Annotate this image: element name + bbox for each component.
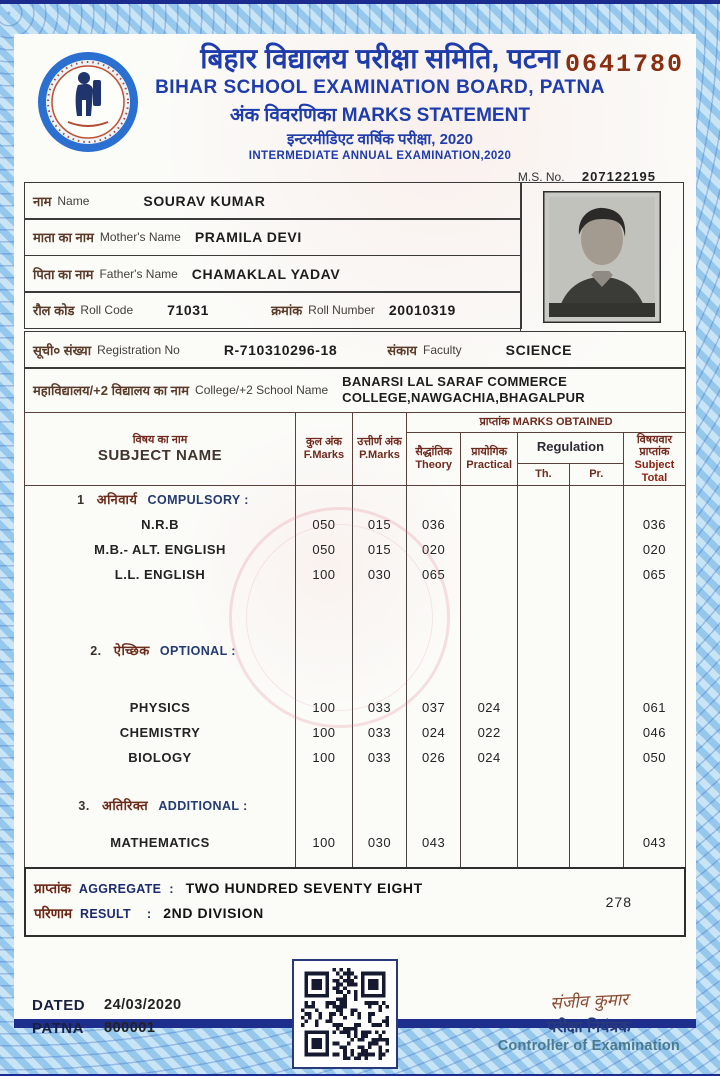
result-label: RESULT	[80, 907, 131, 922]
name-label-hindi: नाम	[33, 194, 52, 209]
photo-frame	[520, 182, 684, 332]
subject-row: N.R.B 050 015 036 036	[25, 512, 686, 537]
faculty-value: SCIENCE	[505, 341, 573, 358]
registration-label: Registration No	[97, 342, 180, 357]
subject-row: MATHEMATICS 100 030 043 043	[25, 830, 686, 855]
col-pass-marks: उत्तीर्ण अंक P.Marks	[352, 412, 406, 486]
faculty-label-hindi: संकाय	[387, 342, 417, 358]
col-full-marks: कुल अंक F.Marks	[296, 412, 353, 486]
roll-code-value: 71031	[167, 302, 210, 319]
subject-row: M.B.- ALT. ENGLISH 050 015 020 020	[25, 537, 686, 562]
subject-row: BIOLOGY 100 033 026 024 050	[25, 745, 686, 770]
subject-row: L.L. ENGLISH 100 030 065 065	[25, 562, 686, 587]
header	[24, 40, 686, 182]
board-seal-icon	[38, 52, 138, 157]
qr-code	[292, 959, 398, 1069]
result-label-hindi: परिणाम	[34, 906, 73, 922]
section-compulsory: 1 अनिवार्य COMPULSORY :	[25, 486, 686, 512]
document-title: अंक विवरणिका MARKS STATEMENT	[230, 104, 530, 126]
subject-row: CHEMISTRY 100 033 024 022 046	[25, 720, 686, 745]
exam-title-hindi: इन्टरमीडिएट वार्षिक परीक्षा, 2020	[287, 130, 473, 148]
exam-title-english: INTERMEDIATE ANNUAL EXAMINATION,2020	[248, 149, 512, 162]
father-name: CHAMAKLAL YADAV	[191, 265, 341, 282]
pin-value: 800001	[104, 1020, 156, 1037]
faculty-label: Faculty	[422, 342, 462, 357]
mother-label: Mother's Name	[99, 230, 181, 245]
mother-name-row	[24, 218, 522, 256]
college-row	[24, 367, 686, 413]
college-label-hindi: महाविद्यालय/+2 विद्यालय का नाम	[33, 383, 190, 399]
col-practical: प्रायोगिक Practical	[461, 432, 518, 486]
place-label: PATNA	[32, 1020, 84, 1038]
student-name: SOURAV KUMAR	[143, 193, 266, 209]
mother-label-hindi: माता का नाम	[33, 230, 94, 246]
roll-code-label: Roll Code	[80, 303, 134, 318]
aggregate-label-hindi: प्राप्तांक	[34, 881, 71, 897]
registration-value: R-710310296-18	[223, 341, 338, 358]
marks-table-section	[24, 412, 686, 870]
student-photo	[543, 191, 661, 323]
dated-label: DATED	[32, 997, 86, 1015]
result-row: परिणाम RESULT : 2ND DIVISION	[34, 905, 264, 922]
col-marks-obtained: प्राप्तांक MARKS OBTAINED	[407, 412, 686, 432]
roll-code-label-hindi: रौल कोड	[33, 303, 75, 319]
college-label: College/+2 School Name	[195, 383, 329, 398]
col-theory: सैद्धांतिक Theory	[407, 432, 461, 486]
col-regulation: Regulation	[518, 432, 624, 463]
summary-box	[24, 867, 686, 937]
roll-number-label-hindi: क्रमांक	[271, 303, 303, 319]
result-value: 2ND DIVISION	[163, 905, 264, 922]
controller-title-hindi: परीक्षा नियंत्रक	[547, 1019, 631, 1037]
ms-number-label: M.S. No.	[517, 170, 565, 184]
father-name-row	[24, 255, 522, 293]
subject-row: PHYSICS 100 033 037 024 061	[25, 695, 686, 720]
section-optional: 2. ऐच्छिक OPTIONAL :	[25, 637, 686, 663]
marks-table	[24, 412, 686, 870]
controller-title: Controller of Examination	[497, 1038, 680, 1055]
col-regulation-th: Th.	[518, 463, 570, 485]
name-label: Name	[57, 194, 90, 208]
dated-value: 24/03/2020	[104, 997, 182, 1014]
section-additional: 3. अतिरिक्त ADDITIONAL :	[25, 792, 686, 818]
qr-code-image	[301, 968, 389, 1060]
college-name: BANARSI LAL SARAF COMMERCE COLLEGE,NAWGACHIA,BHAGALPUR	[342, 373, 585, 406]
roll-number-label: Roll Number	[308, 303, 375, 318]
father-label: Father's Name	[99, 266, 178, 281]
board-title-hindi: बिहार विद्यालय परीक्षा समिति, पटना	[200, 43, 560, 74]
aggregate-words: TWO HUNDRED SEVENTY EIGHT	[185, 880, 423, 897]
roll-number-value: 20010319	[388, 302, 456, 319]
col-subject-total: विषयवार प्राप्तांक Subject Total	[623, 432, 685, 486]
col-subject-name: विषय का नाम SUBJECT NAME	[25, 412, 296, 486]
registration-row	[24, 331, 686, 369]
serial-number: 0641780	[564, 50, 684, 79]
student-info	[24, 182, 686, 413]
aggregate-row: प्राप्तांक AGGREGATE : TWO HUNDRED SEVENTY EIGHT	[34, 880, 423, 897]
board-title-english: BIHAR SCHOOL EXAMINATION BOARD, PATNA	[155, 76, 605, 98]
aggregate-number: 278	[605, 894, 632, 911]
controller-signature: संजीव कुमार	[549, 990, 629, 1015]
mother-name: PRAMILA DEVI	[194, 229, 302, 246]
date-place-block	[32, 997, 262, 1043]
aggregate-label: AGGREGATE	[78, 882, 162, 897]
registration-label-hindi: सूची० संख्या	[33, 342, 92, 358]
marksheet	[14, 34, 696, 1055]
father-label-hindi: पिता का नाम	[33, 266, 94, 282]
col-regulation-pr: Pr.	[569, 463, 623, 485]
ms-number-value: 207122195	[581, 169, 656, 184]
footer	[24, 959, 686, 1069]
roll-row	[24, 291, 522, 329]
signature-block	[498, 989, 680, 1054]
name-row	[24, 182, 522, 220]
